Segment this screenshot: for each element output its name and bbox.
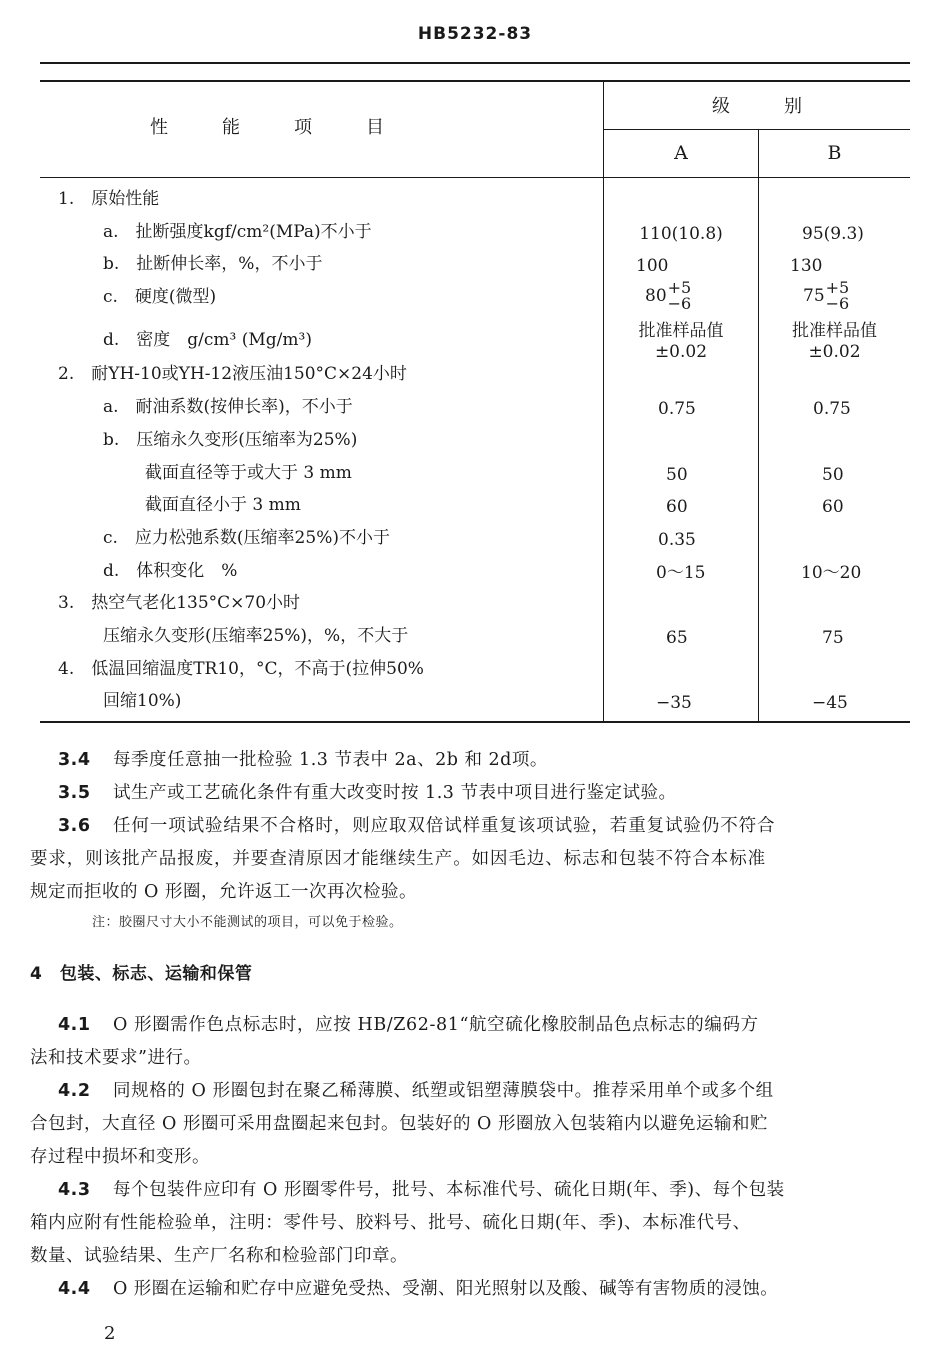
clause-text: 每季度任意抽一批检验 1.3 节表中 2a、2b 和 2d项。 <box>113 750 548 770</box>
grade-a-value <box>645 280 691 312</box>
grade-b-value: 75 <box>822 628 844 648</box>
clause-text: 试生产或工艺硫化条件有重大改变时按 1.3 节表中项目进行鉴定试验。 <box>113 783 677 803</box>
clause-text: 规定而拒收的 O 形圈，允许返工一次再次检验。 <box>30 882 417 902</box>
grade-b-value: 批准样品值 <box>792 321 877 341</box>
row-label: d. 密度 g/cm³ (Mg/m³) <box>103 330 312 350</box>
section-4-heading: 4 包装、标志、运输和保管 <box>30 964 253 984</box>
row-label: b. 扯断伸长率，%，不小于 <box>103 254 323 274</box>
grade-a-hardness-tolerance <box>668 280 692 312</box>
document-code: HB5232-83 <box>417 24 533 44</box>
row-label: a. 扯断强度kgf/cm²(MPa)不小于 <box>103 222 372 242</box>
table-top-rule <box>40 80 910 82</box>
table-vline-1 <box>603 80 604 722</box>
row-label: 1. 原始性能 <box>58 189 160 209</box>
clause-number: 3.4 <box>58 750 91 770</box>
row-label: b. 压缩永久变形(压缩率为25%) <box>103 430 358 450</box>
row-label: c. 硬度(微型) <box>103 287 217 307</box>
grade-b-tolerance-upper: +5 <box>825 278 850 297</box>
table-bottom-rule <box>40 721 910 723</box>
grade-a-value: 0.35 <box>658 530 696 550</box>
clause-text: 每个包装件应印有 O 形圈零件号，批号、本标准代号、硫化日期(年、季)、每个包装 <box>113 1180 785 1200</box>
clause-number: 3.5 <box>58 783 91 803</box>
row-label: 压缩永久变形(压缩率25%)，%，不大于 <box>103 626 409 646</box>
row-label: a. 耐油系数(按伸长率)，不小于 <box>103 397 353 417</box>
header-rule <box>40 62 910 64</box>
clause-number: 4.2 <box>58 1081 91 1101</box>
table-head-rule <box>40 177 910 178</box>
clause-text: 任何一项试验结果不合格时，则应取双倍试样重复该项试验，若重复试验仍不符合 <box>113 816 776 836</box>
grade-a-value: 100 <box>636 256 669 276</box>
clause-number: 4.4 <box>58 1279 91 1299</box>
row-label: 回缩10%) <box>103 691 182 711</box>
grade-a-value: ±0.02 <box>654 342 708 362</box>
row-label: 截面直径等于或大于 3 mm <box>145 463 352 483</box>
table-vline-2 <box>758 129 759 722</box>
clause-text: 数量、试验结果、生产厂名称和检验部门印章。 <box>30 1246 408 1266</box>
clause-number: 3.6 <box>58 816 91 836</box>
table-header-b: B <box>827 142 842 164</box>
grade-b-value: 0.75 <box>813 399 851 419</box>
table-header-grade: 级 别 <box>712 96 802 117</box>
grade-a-value: 110(10.8) <box>639 224 723 244</box>
grade-a-value: 65 <box>666 628 688 648</box>
clause-number: 4.1 <box>58 1015 91 1035</box>
grade-b-hardness-tolerance <box>826 280 850 312</box>
grade-a-value: 批准样品值 <box>638 321 724 341</box>
grade-b-value: 60 <box>822 497 844 517</box>
grade-b-value: ±0.02 <box>808 342 861 362</box>
row-label: 3. 热空气老化135°C×70小时 <box>58 593 301 613</box>
clause-text: 箱内应附有性能检验单，注明：零件号、胶料号、批号、硫化日期(年、季)、本标准代号、 <box>30 1213 751 1233</box>
grade-b-value: 50 <box>822 465 844 485</box>
clause-text: 存过程中损坏和变形。 <box>30 1147 210 1167</box>
clause-text: 合包封，大直径 O 形圈可采用盘圈起来包封。包装好的 O 形圈放入包装箱内以避免运输和贮 <box>30 1114 768 1134</box>
clause-number: 4.3 <box>58 1180 91 1200</box>
note: 注：胶圈尺寸大小不能测试的项目，可以免于检验。 <box>92 915 403 930</box>
row-label: 截面直径小于 3 mm <box>145 495 301 515</box>
row-label: d. 体积变化 % <box>103 561 238 581</box>
grade-b-hardness-base: 75 <box>803 286 825 306</box>
grade-b-value: 95(9.3) <box>802 224 864 244</box>
grade-a-tolerance-upper: +5 <box>667 278 692 297</box>
grade-b-value <box>803 280 849 312</box>
table-header-a: A <box>674 142 688 164</box>
grade-b-value: 10～20 <box>801 563 862 583</box>
grade-a-hardness-base: 80 <box>645 286 667 306</box>
clause-text: 同规格的 O 形圈包封在聚乙稀薄膜、纸塑或铝塑薄膜袋中。推荐采用单个或多个组 <box>113 1081 774 1101</box>
row-label: c. 应力松弛系数(压缩率25%)不小于 <box>103 528 390 548</box>
clause-text: O 形圈在运输和贮存中应避免受热、受潮、阳光照射以及酸、碱等有害物质的浸蚀。 <box>113 1279 779 1299</box>
grade-a-value: 0.75 <box>658 399 696 419</box>
clause-text: 法和技术要求”进行。 <box>30 1048 202 1068</box>
clause-text: 要求，则该批产品报废，并要查清原因才能继续生产。如因毛边、标志和包装不符合本标准 <box>30 849 766 869</box>
grade-a-value: −35 <box>656 693 692 713</box>
grade-a-tolerance-lower: −6 <box>667 294 692 313</box>
page-number: 2 <box>104 1323 116 1344</box>
grade-b-value: 130 <box>790 256 823 276</box>
grade-b-tolerance-lower: −6 <box>825 294 850 313</box>
row-label: 2. 耐YH-10或YH-12液压油150°C×24小时 <box>58 364 407 384</box>
clause-text: O 形圈需作色点标志时，应按 HB/Z62-81“航空硫化橡胶制品色点标志的编码方 <box>113 1015 759 1035</box>
table-header-item: 性 能 项 目 <box>150 117 384 138</box>
grade-a-value: 60 <box>666 497 688 517</box>
grade-a-value: 0～15 <box>656 563 706 583</box>
table-grade-rule <box>604 129 910 130</box>
row-label: 4. 低温回缩温度TR10，°C，不高于(拉伸50% <box>58 659 424 679</box>
grade-a-value: 50 <box>666 465 688 485</box>
grade-b-value: −45 <box>812 693 848 713</box>
